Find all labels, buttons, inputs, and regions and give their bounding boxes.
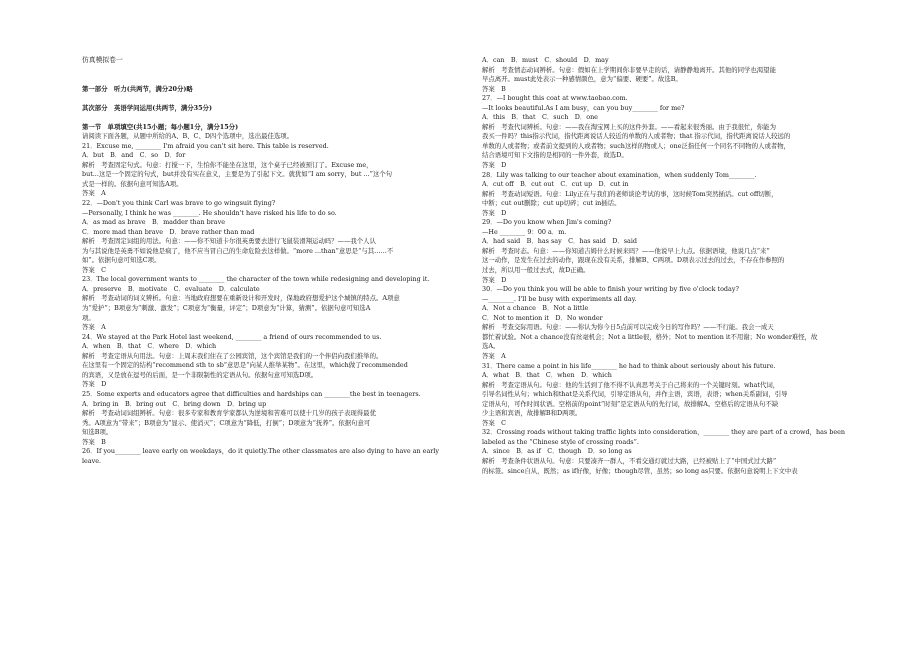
right-text-line: labeled as the “Chinese style of crossing roads”. (482, 437, 639, 446)
left-text-line: 答案 A (82, 189, 106, 198)
right-text-line: 30．—Do you think you will be able to finish your writing by five o'clock today? (482, 285, 739, 294)
right-text-line: 早点离开。must此处表示一种感情颜色，意为“偏要、硬要”。故选B。 (482, 75, 682, 84)
right-text-line: 解析 考查代词辨析。句意：——我在淘宝网上买的这件外套。——看起来很秀丽。由于我很忙，你能为 (482, 122, 776, 131)
left-column (82, 56, 442, 466)
right-text-line: 答案 A (482, 351, 506, 360)
left-text-line: 第一部分 听力(共两节，满分20分)略 (82, 84, 193, 93)
left-text-line: 21．Excuse me, ________ I'm afraid you can't sit here. This table is reserved. (82, 141, 329, 150)
left-text-line: 22．—Don't you think Carl was brave to go wingsuit flying? (82, 199, 276, 208)
right-text-line: 引导名词性从句；which和that是关系代词，引导定语从句，并作主语，宾语，表语；when关系副词，引导 (482, 390, 788, 399)
right-text-line: 我买一件吗？this指示代词，指代距离说话人较近的单数的人或者物；that 指示代词，指代距离说话人较远的 (482, 132, 791, 141)
left-text-line: —Personally, I think he was ________. He shouldn't have risked his life to do so. (82, 208, 337, 217)
left-text-line: A．when B．that C．where D．which (82, 342, 217, 351)
right-text-line: 答案 D (482, 275, 507, 284)
right-text-line: 结合语境可知下文指的是相同的一件外套，故选D。 (482, 151, 628, 160)
left-text-line (82, 66, 442, 76)
left-text-line: 知选B项。 (82, 428, 113, 437)
left-text-line: leave. (82, 456, 102, 465)
left-text-line: 如”。依据句意可知选C项。 (82, 256, 161, 265)
left-text-line (82, 75, 442, 85)
right-text-line: 29．—Do you know when Jim's coming? (482, 218, 612, 227)
right-text-line: 单数的人或者物；或者前文提到的人或者物；such这样的物或人；one泛指任何一个同名不同物的人或者物， (482, 141, 791, 150)
right-text-line: 这一动作，是发生在过去的动作，跟现在没有关系，排解B、C两项。D项表示过去的过去，不存在作参照的 (482, 256, 785, 265)
right-text-line: A．since B．as if C．though D．so long as (482, 447, 632, 456)
right-text-line: 解析 考查时态。句意：——你知道吉姆什么时候来吗？——他说早上九点。依据语境，他说几点“来” (482, 246, 770, 255)
left-text-line: 答案 B (82, 437, 106, 446)
right-text-line: 都忙着试验。Not a chance没有丝毫机会；Not a little很，格外；Not to mention it不用谢；No wonder难怪，故 (482, 332, 818, 341)
right-text-line: 答案 D (482, 208, 507, 217)
right-text-line: —He ________ 9：00 a．m. (482, 227, 567, 236)
left-text-line: 的宾语，又是放在逗号的后面，是一个非限制性的定语从句。依据句意可知选D项。 (82, 370, 318, 379)
left-text-line: 解析 考查固定句式。句意：打搅一下，生怕你不能坐在这里，这个桌子已经被预订了。Excuse me， (82, 160, 373, 169)
right-text-line: 28．Lily was talking to our teacher about examination，when suddenly Tom________. (482, 170, 757, 179)
left-text-line: 解析 考查定语从句用法。句意：上周末我们住在了公园宾馆，这个宾馆是我们的一个伴侣向我们推举的。 (82, 351, 383, 360)
left-text-line: A．preserve B．motivate C．evaluate D．calculate (82, 284, 260, 293)
left-text-line (82, 113, 442, 123)
right-text-line: A．cut off B．cut out C．cut up D．cut in (482, 180, 629, 189)
right-text-line: 31．There came a point in his life________ he had to think about seriously about his future. (482, 361, 776, 370)
right-text-line: 的标签。since自从，既然；as if好像，好像；though尽管，虽然；so long as只要。依据句意说明上下文中表 (482, 466, 798, 475)
right-text-line: 解析 考查情态动词辨析。句意：假如在上学期间你非要早走的话，请静静地离开。其他的同学也渴望能 (482, 65, 776, 74)
left-text-line: 26．If you________ leave early on weekdays，do it quietly.The other classmates are also dying to have an early (82, 447, 439, 456)
left-text-line: 为与其说他是英勇不如说他是疯了，他不应当冒自己的生命危险去这样做。“more ...than”意思是“与其……不 (82, 246, 394, 255)
left-text-line: 解析 考查动词的词义辨析。句意：当地政府想要在重新设计和开发时，保地政府想爱护这个城镇的特点。A项意 (82, 294, 400, 303)
right-text-line: A．Not a chance B．Not a little (482, 304, 589, 313)
left-text-line: 仿真模拟卷一 (82, 56, 123, 64)
right-text-line: 解析 考查交际用语。句意：——你认为你今日5点前可以完成今日的写作吗？——不行能。我会一成天 (482, 323, 774, 332)
left-text-line: C．more mad than brave D．brave rather than mad (82, 227, 255, 236)
left-text-line: 第一节 单项填空(共15小题；每小题1分，满分15分) (82, 122, 239, 131)
left-text-line: 请阅读下面各题，从题中所给的A、B、C、D四个选项中，选出最佳选项。 (82, 132, 294, 141)
right-text-line: C．Not to mention it D．No wonder (482, 313, 603, 322)
right-text-line: 解析 考查定语从句。句意：他的生活到了他不得不认真思考关于自己将来的一个关键时刻。what代词， (482, 380, 780, 389)
left-text-line: 24．We stayed at the Park Hotel last weekend, ________ a friend of ours recommended to us. (82, 332, 382, 341)
left-text-line (82, 94, 442, 104)
left-text-line: A．but B．and C．so D．for (82, 151, 186, 160)
right-text-line: 选A。 (482, 342, 500, 351)
left-text-line: 25．Some experts and educators agree that difficulties and hardships can ________the best in teenagers. (82, 389, 421, 398)
left-text-line: 23．The local government wants to ________ the character of the town while redesigning and developing it. (82, 275, 430, 284)
left-text-line: 为“爱护”；B项意为“刺激、激发”；C项意为“衡量，评定”；D项意为“计算，猜测”。依据句意可知选A (82, 304, 371, 313)
left-text-line: 秀。A项意为“带来”；B项意为“显示、使消灭”；C项意为“降低，打倒”；D项意为“抚养”。依据句意可 (82, 418, 371, 427)
right-text-line: —________. I'll be busy with experiments all day. (482, 294, 637, 303)
left-text-line: 在这里有一个固定的结构“recommend sth to sb”意思是“向某人推举某物”。在这里，which做了recommended (82, 361, 408, 370)
right-text-line: 解析 考查条件状语从句。句意：只要凑齐一群人，不看交通灯就过大路，已经被贴上了“中国式过大路” (482, 456, 777, 465)
right-text-line: 定语从句，可作时间状语。空格前的point“时刻”是定语从句的先行词，故排解A。空格后的定语从句不缺 (482, 399, 779, 408)
left-text-line: A．as mad as brave B．madder than brave (82, 218, 225, 227)
right-text-line: A．had said B．has say C．has said D．said (482, 237, 637, 246)
right-text-line: 答案 D (482, 161, 507, 170)
left-text-line: 项。 (82, 313, 95, 322)
left-text-line: 答案 D (82, 380, 107, 389)
left-text-line: 式是一样的。依据句意可知选A项。 (82, 179, 183, 188)
right-text-line: 解析 考查动词短语。句意：Lily正在与我们的老师谈论考试的事，这时候Tom突然插话。cut off切断， (482, 189, 778, 198)
left-text-line: 答案 A (82, 323, 106, 332)
right-text-line: A．what B．that C．when D．which (482, 371, 612, 380)
right-text-line: 中断；cut out删除；cut up切碎；cut in插话。 (482, 199, 621, 208)
right-column (482, 56, 854, 476)
left-text-line: but...这是一个固定的句式，but并没有实在意义，主要是为了引起下文。就犹如“I am sorry，but ...”这个句 (82, 170, 393, 179)
right-text-line: A．this B．that C．such D．one (482, 113, 598, 122)
right-text-line: 答案 C (482, 418, 507, 427)
left-text-line: 答案 C (82, 265, 107, 274)
right-text-line: A．can B．must C．should D．may (482, 56, 609, 64)
right-text-line: 答案 B (482, 84, 506, 93)
right-text-line: 32．Crossing roads without taking traffic lights into consideration，________ they are part of a crowd，has been (482, 428, 846, 437)
right-text-line: 少主语和宾语，故排解B和D两项。 (482, 409, 582, 418)
left-text-line: 解析 考查动词词组辨析。句意：很多专家和教育学家都认为逆境和苦难可以使十几岁的孩子表现得最优 (82, 409, 376, 418)
right-text-line: —It looks beautiful.As I am busy，can you buy________ for me? (482, 103, 685, 112)
left-text-line: 其次部分 英语学问运用(共两节，满分35分) (82, 103, 212, 112)
left-text-line: A．bring in B．bring out C．bring down D．bring up (82, 399, 267, 408)
right-text-line: 27．—I bought this coat at www.taobao.com. (482, 94, 628, 103)
right-text-line: 过去，所以用一般过去式，故D正确。 (482, 266, 590, 275)
left-text-line: 解析 考查固定词组的用法。句意：——你不知道卡尔很英勇要去进行飞鼠装滑翔运动吗？——我个人认 (82, 237, 376, 246)
